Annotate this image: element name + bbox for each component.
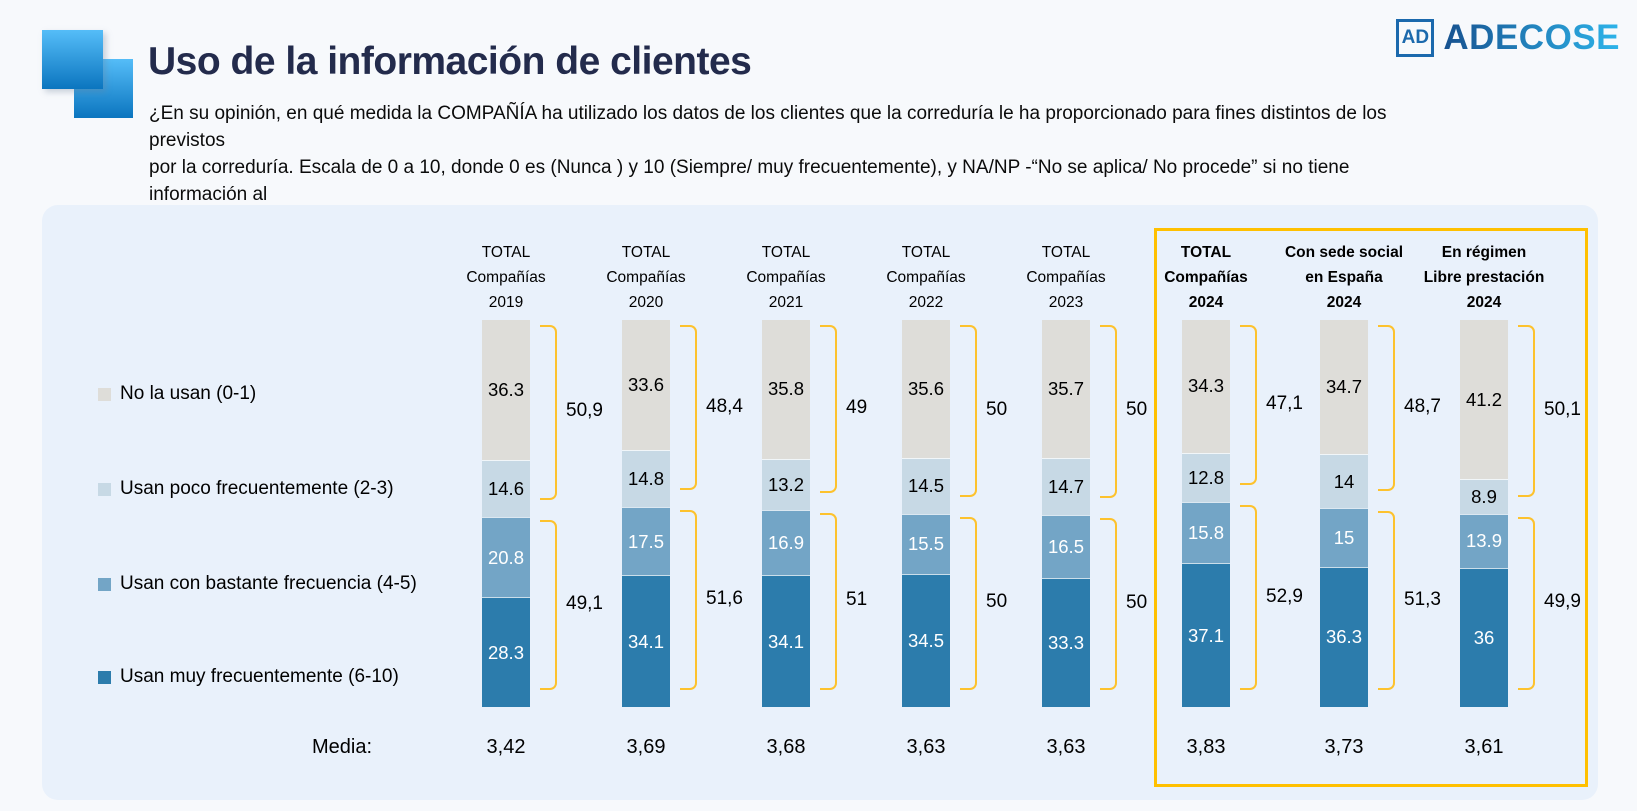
bar-value: 28.3 bbox=[487, 641, 524, 663]
bar-value: 15.5 bbox=[907, 533, 944, 555]
legend-label: Usan muy frecuentemente (6-10) bbox=[120, 666, 399, 687]
bar-segment bbox=[482, 517, 530, 597]
bracket-icon bbox=[960, 325, 977, 497]
column-header: En régimen Libre prestación 2024 bbox=[1423, 244, 1545, 311]
bar-value: 34.1 bbox=[627, 630, 664, 652]
media-value: 3,83 bbox=[1186, 736, 1226, 758]
bar-segment bbox=[622, 320, 670, 450]
bar-segment bbox=[1182, 502, 1230, 563]
legend-label: Usan con bastante frecuencia (4-5) bbox=[120, 573, 417, 594]
bar-value: 14.7 bbox=[1047, 475, 1084, 497]
bar-segment bbox=[1460, 320, 1508, 479]
bar-segment bbox=[1182, 453, 1230, 503]
group-total: 51,3 bbox=[1404, 588, 1441, 610]
bar-segment bbox=[482, 320, 530, 460]
group-total: 52,9 bbox=[1266, 585, 1303, 607]
group-total: 51,6 bbox=[706, 588, 743, 610]
media-row-label: Media: bbox=[311, 736, 372, 758]
bar-value: 15.8 bbox=[1187, 522, 1224, 544]
bracket-icon bbox=[680, 325, 697, 490]
bracket-icon bbox=[1100, 325, 1117, 498]
group-total: 50,9 bbox=[566, 400, 603, 422]
bracket-icon bbox=[1378, 325, 1395, 491]
bar-value: 16.9 bbox=[767, 531, 804, 553]
bar-segment bbox=[482, 460, 530, 517]
bar-value: 13.2 bbox=[767, 473, 804, 495]
bracket-icon bbox=[540, 520, 557, 690]
bar-segment bbox=[482, 597, 530, 707]
group-total: 49,9 bbox=[1544, 591, 1581, 613]
bar-value: 35.7 bbox=[1047, 377, 1084, 399]
group-total: 50 bbox=[1126, 399, 1148, 421]
media-value: 3,61 bbox=[1464, 736, 1504, 758]
legend-swatch-icon bbox=[98, 578, 111, 591]
adecose-monogram-text: AD bbox=[1401, 27, 1430, 48]
column-header: TOTAL Compañías 2023 bbox=[1026, 244, 1106, 311]
bar-segment bbox=[1042, 320, 1090, 458]
bar-segment bbox=[762, 575, 810, 707]
bar-value: 34.1 bbox=[767, 630, 804, 652]
bar-value: 34.7 bbox=[1325, 376, 1362, 398]
page-subtitle: ¿En su opinión, en qué medida la COMPAÑÍA ha utilizado los datos de los clientes que la correduría le ha proporcionado para fines distintos de los previstos por la correduría. Escala de 0 a 10, donde 0 es (Nunca ) y 10 (Siempre/ muy frecuentemente), y NA/NP -“No se aplica/ No procede” si no tiene información al bbox=[149, 103, 1387, 205]
bar-segment bbox=[622, 507, 670, 575]
bar-value: 36 bbox=[1473, 626, 1495, 648]
bar-segment bbox=[1320, 320, 1368, 454]
bar-value: 14.6 bbox=[487, 478, 524, 500]
bar-segment bbox=[762, 510, 810, 575]
media-value: 3,63 bbox=[906, 736, 946, 758]
bracket-icon bbox=[540, 325, 557, 500]
bar-value: 35.8 bbox=[767, 378, 804, 400]
legend-item bbox=[98, 573, 417, 595]
bar-segment bbox=[1460, 514, 1508, 568]
bracket-icon bbox=[1240, 505, 1257, 690]
media-value: 3,73 bbox=[1324, 736, 1364, 758]
group-total: 48,4 bbox=[706, 395, 743, 417]
bar-segment bbox=[1320, 508, 1368, 566]
legend-item bbox=[98, 383, 256, 405]
group-total: 50,1 bbox=[1544, 398, 1581, 420]
adecose-logo-text: ADECOSE bbox=[1443, 18, 1620, 57]
media-value: 3,69 bbox=[626, 736, 666, 758]
bar-segment bbox=[1042, 515, 1090, 579]
bracket-icon bbox=[820, 325, 837, 493]
group-total: 49 bbox=[846, 396, 868, 418]
bracket-icon bbox=[1240, 325, 1257, 485]
media-value: 3,63 bbox=[1046, 736, 1086, 758]
column-header: TOTAL Compañías 2024 bbox=[1164, 244, 1248, 311]
bar-segment bbox=[762, 320, 810, 459]
bar-segment bbox=[1320, 567, 1368, 707]
bar-value: 15 bbox=[1333, 526, 1355, 548]
legend-label: Usan poco frecuentemente (2-3) bbox=[120, 478, 394, 499]
bracket-icon bbox=[960, 517, 977, 690]
column-header: TOTAL Compañías 2019 bbox=[466, 244, 546, 311]
bar-value: 13.9 bbox=[1465, 530, 1502, 552]
bar-segment bbox=[902, 458, 950, 514]
bar-segment bbox=[902, 574, 950, 707]
bracket-icon bbox=[820, 513, 837, 690]
bracket-icon bbox=[1100, 518, 1117, 690]
column-header: TOTAL Compañías 2020 bbox=[606, 244, 686, 311]
bar-value: 36.3 bbox=[487, 379, 524, 401]
bar-value: 35.6 bbox=[907, 377, 944, 399]
legend-item bbox=[98, 478, 394, 500]
bracket-icon bbox=[1378, 511, 1395, 690]
column-header: TOTAL Compañías 2022 bbox=[886, 244, 966, 311]
bracket-icon bbox=[1518, 517, 1535, 690]
bar-segment bbox=[622, 575, 670, 707]
bar-value: 34.5 bbox=[907, 629, 944, 651]
bar-value: 12.8 bbox=[1187, 467, 1224, 488]
bracket-icon bbox=[680, 510, 697, 690]
bar-value: 14.8 bbox=[627, 468, 664, 490]
bar-segment bbox=[1042, 458, 1090, 515]
bar-value: 16.5 bbox=[1047, 536, 1084, 558]
legend-swatch-icon bbox=[98, 388, 111, 401]
bar-segment bbox=[902, 320, 950, 458]
bar-value: 20.8 bbox=[487, 546, 524, 568]
group-total: 50 bbox=[1126, 591, 1148, 613]
bar-value: 36.3 bbox=[1325, 626, 1362, 648]
group-total: 51 bbox=[846, 589, 868, 611]
legend-item bbox=[98, 666, 399, 688]
media-value: 3,42 bbox=[486, 736, 526, 758]
legend-label: No la usan (0-1) bbox=[120, 383, 257, 404]
column-header: TOTAL Compañías 2021 bbox=[746, 244, 826, 311]
bar-segment bbox=[1042, 578, 1090, 707]
page-title: Uso de la información de clientes bbox=[148, 40, 752, 83]
group-total: 48,7 bbox=[1404, 396, 1441, 418]
bar-value: 14 bbox=[1333, 470, 1355, 492]
bar-segment bbox=[1460, 479, 1508, 513]
group-total: 50 bbox=[986, 398, 1008, 420]
media-value: 3,68 bbox=[766, 736, 806, 758]
bar-segment bbox=[1182, 563, 1230, 707]
bar-segment bbox=[622, 450, 670, 507]
bar-segment bbox=[1182, 320, 1230, 453]
legend-swatch-icon bbox=[98, 483, 111, 496]
group-total: 47,1 bbox=[1266, 393, 1303, 415]
bar-value: 41.2 bbox=[1465, 388, 1502, 410]
bar-value: 8.9 bbox=[1471, 486, 1497, 508]
bar-value: 17.5 bbox=[627, 530, 664, 552]
group-total: 49,1 bbox=[566, 592, 603, 614]
bar-segment bbox=[762, 459, 810, 510]
bar-segment bbox=[902, 514, 950, 574]
bar-segment bbox=[1320, 454, 1368, 508]
bar-value: 14.5 bbox=[907, 475, 944, 497]
group-total: 50 bbox=[986, 591, 1008, 613]
bar-value: 34.3 bbox=[1187, 375, 1224, 397]
bar-value: 33.6 bbox=[627, 374, 664, 396]
bar-value: 33.3 bbox=[1047, 632, 1084, 654]
legend-swatch-icon bbox=[98, 671, 111, 684]
bar-segment bbox=[1460, 568, 1508, 707]
bar-value: 37.1 bbox=[1187, 624, 1224, 646]
bracket-icon bbox=[1518, 325, 1535, 497]
column-header: Con sede social en España 2024 bbox=[1284, 244, 1403, 311]
